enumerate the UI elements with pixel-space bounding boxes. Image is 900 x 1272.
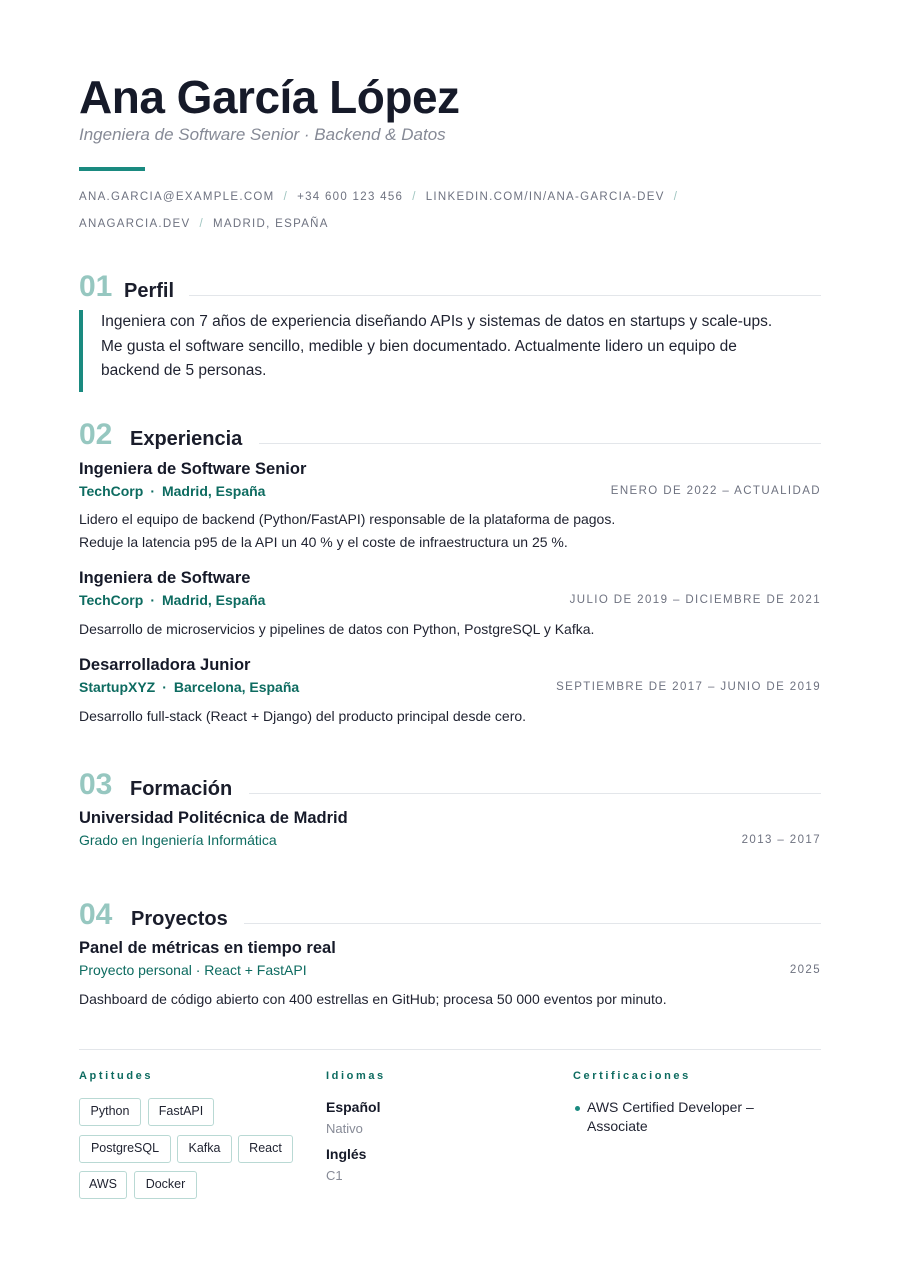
footer-divider [79, 1049, 821, 1050]
section-header-experience [79, 416, 821, 450]
skill-chip: Python [79, 1098, 141, 1126]
job-description-line: Lidero el equipo de backend (Python/FastAPI) responsable de la plataforma de pagos. [79, 511, 616, 527]
project-year: 2025 [789, 964, 821, 976]
section-rule [189, 295, 821, 296]
job-company: TechCorp [79, 592, 144, 608]
skill-chip: PostgreSQL [79, 1135, 171, 1163]
job-description-line: Reduje la latencia p95 de la API un 40 % y el coste de infraestructura un 25 %. [79, 534, 568, 550]
section-title: Proyectos [131, 908, 228, 930]
job-company: StartupXYZ [79, 679, 156, 695]
contact-separator: / [199, 218, 204, 230]
accent-bar [79, 167, 145, 171]
section-title: Perfil [124, 280, 175, 302]
contact-separator: / [673, 191, 679, 203]
contact-website[interactable]: ANAGARCIA.DEV [79, 218, 191, 230]
degree-name: Grado en Ingeniería Informática [79, 832, 277, 848]
job-description-line: Desarrollo de microservicios y pipelines de datos con Python, PostgreSQL y Kafka. [79, 621, 595, 637]
section-header-profile [79, 268, 821, 302]
candidate-subtitle: Ingeniera de Software Senior · Backend & Datos [79, 125, 446, 144]
section-number: 01 [79, 270, 113, 303]
job-dates: JULIO DE 2019 – DICIEMBRE DE 2021 [569, 594, 821, 606]
contact-email[interactable]: ANA.GARCIA@EXAMPLE.COM [79, 191, 275, 203]
section-number: 02 [79, 418, 113, 451]
language-level: C1 [326, 1168, 343, 1183]
education-dates: 2013 – 2017 [741, 834, 821, 846]
section-header-projects [79, 896, 821, 930]
section-header-education [79, 766, 821, 800]
skills-label: Aptitudes [79, 1070, 154, 1082]
contact-phone[interactable]: +34 600 123 456 [297, 191, 404, 203]
profile-summary [79, 310, 825, 392]
contact-line-1 [79, 191, 687, 203]
section-rule [244, 923, 821, 924]
job-company: TechCorp [79, 483, 144, 499]
job-location: Barcelona, España [173, 679, 300, 695]
job-location: Madrid, España [161, 592, 266, 608]
skill-chip: React [238, 1135, 293, 1163]
profile-line: Me gusta el software sencillo, medible y bien documentado. Actualmente lidero un equipo de [101, 337, 737, 355]
job-description-line: Desarrollo full-stack (React + Django) del producto principal desde cero. [79, 708, 527, 724]
contact-linkedin[interactable]: LINKEDIN.COM/IN/ANA-GARCIA-DEV [425, 191, 665, 203]
section-rule [249, 793, 821, 794]
job-title: Ingeniera de Software Senior [79, 460, 307, 478]
project-meta: Proyecto personal · React + FastAPI [79, 962, 307, 978]
contact-separator: / [283, 191, 289, 203]
skill-chip: FastAPI [148, 1098, 214, 1126]
skill-chip: AWS [79, 1171, 127, 1199]
candidate-name: Ana García López [79, 71, 460, 123]
language-name: Español [326, 1099, 381, 1115]
job-meta: StartupXYZ · Barcelona, España [79, 679, 300, 695]
job-dates: SEPTIEMBRE DE 2017 – JUNIO DE 2019 [556, 681, 821, 693]
job-dates: ENERO DE 2022 – ACTUALIDAD [610, 485, 821, 497]
bullet-icon [575, 1106, 580, 1111]
section-number: 04 [79, 898, 113, 931]
contact-separator: / [412, 191, 417, 203]
section-title: Formación [130, 778, 233, 800]
section-number: 03 [79, 768, 113, 801]
job-location: Madrid, España [161, 483, 266, 499]
job-title: Ingeniera de Software [79, 569, 251, 587]
profile-line: Ingeniera con 7 años de experiencia diseñando APIs y sistemas de datos en startups y scale-ups. [101, 313, 773, 330]
language-level: Nativo [326, 1121, 363, 1136]
skill-chip: Kafka [177, 1135, 232, 1163]
skill-chip: Docker [134, 1171, 197, 1199]
school-name: Universidad Politécnica de Madrid [79, 809, 348, 827]
project-name: Panel de métricas en tiempo real [79, 939, 336, 957]
contact-location: MADRID, ESPAÑA [212, 218, 329, 230]
job-meta: TechCorp · Madrid, España [79, 592, 266, 608]
profile-line: backend de 5 personas. [101, 362, 267, 379]
project-description: Dashboard de código abierto con 400 estrellas en GitHub; procesa 50 000 eventos por minuto. [79, 991, 667, 1007]
language-name: Inglés [326, 1146, 367, 1162]
section-title: Experiencia [130, 428, 243, 450]
certifications-label: Certificaciones [573, 1070, 691, 1082]
job-title: Desarrolladora Junior [79, 656, 251, 674]
contact-line-2 [79, 218, 329, 230]
certification-name: AWS Certified Developer – Associate [587, 1099, 754, 1134]
job-meta: TechCorp · Madrid, España [79, 483, 266, 499]
section-rule [259, 443, 821, 444]
languages-label: Idiomas [326, 1070, 386, 1082]
